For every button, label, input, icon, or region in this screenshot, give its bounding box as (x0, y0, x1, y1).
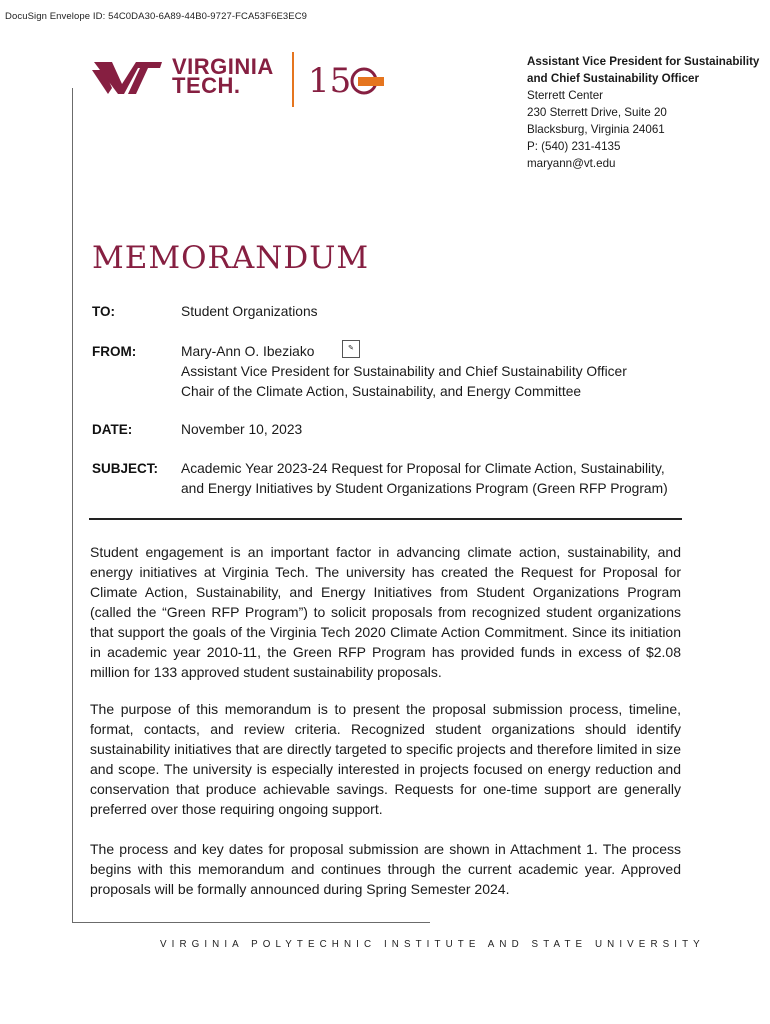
bottom-margin-rule (72, 922, 430, 923)
sender-line-phone: P: (540) 231-4135 (527, 140, 621, 153)
from-label: FROM: (92, 344, 137, 359)
date-label: DATE: (92, 422, 133, 437)
logo-wordmark (172, 54, 274, 98)
date-value: November 10, 2023 (181, 422, 303, 437)
from-name: Mary-Ann O. Ibeziako (181, 344, 315, 359)
memo-title: MEMORANDUM (92, 240, 370, 276)
to-value: Student Organizations (181, 304, 318, 319)
anniversary-150-icon (308, 58, 388, 102)
logo-divider (292, 52, 294, 107)
subject-line-2: and Energy Initiatives by Student Organizations Program (Green RFP Program) (181, 481, 668, 496)
footer-institution-name: VIRGINIA POLYTECHNIC INSTITUTE AND STATE UNIVERSITY (160, 939, 705, 950)
subject-value (181, 459, 668, 499)
header-divider (89, 518, 682, 520)
from-value (181, 342, 627, 402)
sender-address-block (527, 53, 767, 172)
body-paragraph-3: The process and key dates for proposal submission are shown in Attachment 1. The process begins with this memorandum and continues through the current academic year. Approved proposals will be formally announced during Spring Semester 2024. (90, 841, 681, 897)
sender-line-city: Blacksburg, Virginia 24061 (527, 123, 665, 136)
virginia-tech-logo (92, 52, 392, 112)
signature-mark-icon: ✎ (342, 340, 360, 358)
sender-line-building: Sterrett Center (527, 89, 604, 102)
subject-line-1: Academic Year 2023-24 Request for Proposal for Climate Action, Sustainability, (181, 461, 665, 476)
sender-line-street: 230 Sterrett Drive, Suite 20 (527, 106, 667, 119)
body-paragraph-2: The purpose of this memorandum is to present the proposal submission process, timeline, format, contacts, and review criteria. Recognized student organizations should identify sustainability initiatives that are directly targeted to specific projects and therefore limited in size and scope. The university is especially interested in projects focused on energy reduction and conservation that produce achievable savings. Requests for one-time support are generally preferred over those requiring ongoing support. (90, 701, 681, 817)
logo-line-1: VIRGINIA (172, 54, 274, 79)
left-margin-rule (72, 88, 73, 923)
body-paragraph-1: Student engagement is an important factor in advancing climate action, sustainability, and energy initiatives at Virginia Tech. The university has created the Request for Proposal for Climate Action, Sustainability, and Energy Initiatives from Student Organizations Program (called the “Green RFP Program”) to solicit proposals from recognized student organizations that support the goals of the Virginia Tech 2020 Climate Action Commitment. Since its initiation in academic year 2010-11, the Green RFP Program has provided funds in excess of $2.08 million for 133 approved student sustainability proposals. (90, 544, 681, 680)
svg-text:15: 15 (308, 61, 352, 101)
sender-line-email[interactable]: maryann@vt.edu (527, 157, 616, 170)
logo-line-2: TECH. (172, 73, 241, 98)
from-title: Assistant Vice President for Sustainability and Chief Sustainability Officer (181, 364, 627, 379)
to-label: TO: (92, 304, 115, 319)
vt-mark-icon (92, 58, 164, 98)
sender-title: Assistant Vice President for Sustainability and Chief Sustainability Officer (527, 55, 760, 85)
from-committee: Chair of the Climate Action, Sustainability, and Energy Committee (181, 384, 582, 399)
docusign-envelope-id: DocuSign Envelope ID: 54C0DA30-6A89-44B0-9727-FCA53F6E3EC9 (5, 11, 308, 22)
subject-label: SUBJECT: (92, 461, 159, 476)
